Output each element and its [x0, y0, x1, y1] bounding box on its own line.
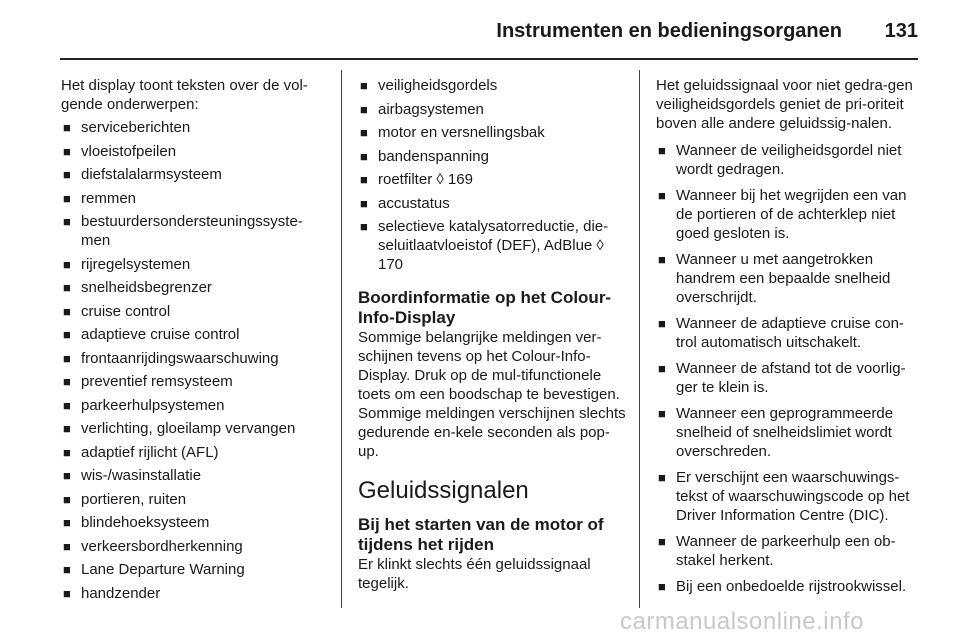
sub-heading: Bij het starten van de motor of tijdens het rijden [358, 515, 604, 554]
column-1 [61, 76, 329, 607]
list-item: ■ verkeersbordherkenning [61, 537, 329, 556]
list-item: ■ remmen [61, 189, 329, 208]
list-item: ■ vloeistofpeilen [61, 142, 329, 161]
list-item: ■ parkeerhulpsystemen [61, 396, 329, 415]
list-item: ■ Bij een onbedoelde rijstrookwissel. [656, 577, 922, 596]
list-item: ■ motor en versnellingsbak [358, 123, 626, 142]
list-item: ■ diefstalalarmsysteem [61, 165, 329, 184]
list-item: ■ Wanneer de adaptieve cruise con-trol automatisch uitschakelt. [656, 314, 922, 352]
list-item: ■ roetfilter ◊ 169 [358, 170, 626, 189]
column-3 [656, 76, 922, 603]
list-item: ■ rijregelsystemen [61, 255, 329, 274]
list-item: ■ serviceberichten [61, 118, 329, 137]
list-item: ■ accustatus [358, 194, 626, 213]
page-number: 131 [884, 20, 918, 42]
list-item: ■ wis-/wasinstallatie [61, 466, 329, 485]
intro-text: Het display toont teksten over de vol-gende onderwerpen: [61, 77, 308, 113]
list-item: ■ selectieve katalysatorreductie, die-seluitlaatvloeistof (DEF), AdBlue ◊ 170 [358, 217, 626, 274]
topic-list-continued [358, 76, 626, 274]
list-item: ■ adaptieve cruise control [61, 325, 329, 344]
chapter-heading: Geluidssignalen [358, 477, 529, 504]
page-title: Instrumenten en bedieningsorganen [496, 20, 842, 42]
list-item: ■ preventief remsysteem [61, 372, 329, 391]
list-item: ■ Wanneer een geprogrammeerde snelheid of snelheidslimiet wordt overschreden. [656, 404, 922, 461]
sub-text: Er klinkt slechts één geluidssignaal tegelijk. [358, 556, 591, 592]
list-item: ■ frontaanrijdingswaarschuwing [61, 349, 329, 368]
column-2 [358, 76, 626, 597]
list-item: ■ portieren, ruiten [61, 490, 329, 509]
section-heading: Boordinformatie op het Colour-Info-Display [358, 288, 612, 327]
list-item: ■ Lane Departure Warning [61, 560, 329, 579]
list-item: ■ handzender [61, 584, 329, 603]
list-item: ■ veiligheidsgordels [358, 76, 626, 95]
column-divider [639, 70, 640, 608]
list-item: ■ Wanneer bij het wegrijden een van de portieren of de achterklep niet goed gesloten is. [656, 186, 922, 243]
topic-list [61, 118, 329, 603]
list-item: ■ Er verschijnt een waarschuwings-tekst of waarschuwingscode op het Driver Information Centre (DIC). [656, 468, 922, 525]
header-divider [60, 58, 918, 60]
list-item: ■ Wanneer de afstand tot de voorlig-ger te klein is. [656, 359, 922, 397]
list-item: ■ verlichting, gloeilamp vervangen [61, 419, 329, 438]
list-item: ■ cruise control [61, 302, 329, 321]
list-item: ■ airbagsystemen [358, 100, 626, 119]
intro-text: Het geluidssignaal voor niet gedra-gen veiligheidsgordels geniet de pri-oriteit boven alle andere geluidssig-nalen. [656, 77, 913, 132]
section-text: Sommige belangrijke meldingen ver-schijnen tevens op het Colour-Info-Display. Druk op de mul-tifunctionele toets om een boodschap te bevestigen. Sommige meldingen verschijnen slechts gedurende en-kele seconden als pop-up. [358, 329, 626, 460]
list-item: ■ adaptief rijlicht (AFL) [61, 443, 329, 462]
watermark: carmanualsonline.info [620, 608, 864, 635]
list-item: ■ bestuurdersondersteuningssyste-men [61, 212, 329, 250]
list-item: ■ snelheidsbegrenzer [61, 278, 329, 297]
list-item: ■ Wanneer de parkeerhulp een ob-stakel herkent. [656, 532, 922, 570]
list-item: ■ bandenspanning [358, 147, 626, 166]
list-item: ■ blindehoeksysteem [61, 513, 329, 532]
column-divider [341, 70, 342, 608]
list-item: ■ Wanneer de veiligheidsgordel niet wordt gedragen. [656, 141, 922, 179]
page-header [0, 0, 960, 62]
list-item: ■ Wanneer u met aangetrokken handrem een bepaalde snelheid overschrijdt. [656, 250, 922, 307]
signal-list [656, 141, 922, 596]
